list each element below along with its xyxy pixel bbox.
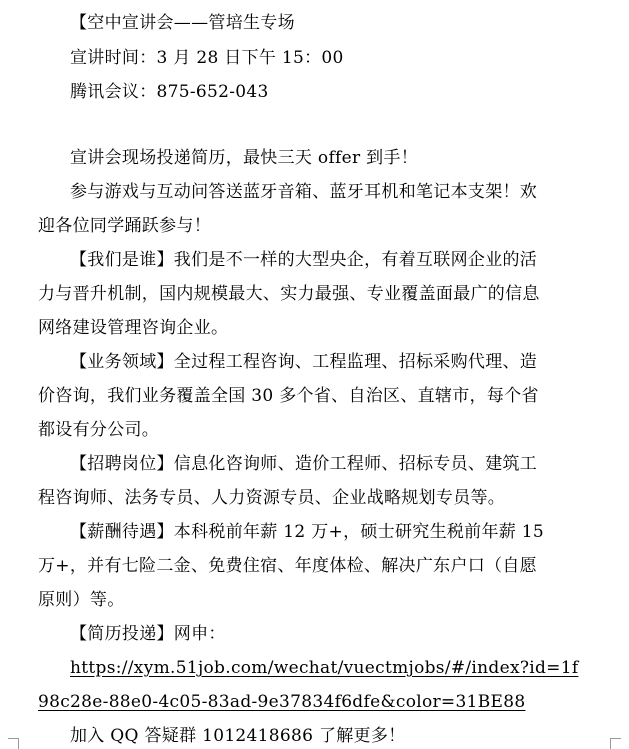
who-paragraph-line-2: 力与晋升机制，国内规模最大、实力最强、专业覆盖面最广的信息 bbox=[38, 284, 540, 304]
games-paragraph-line-1: 参与游戏与互动问答送蓝牙音箱、蓝牙耳机和笔记本支架！欢 bbox=[70, 182, 538, 202]
jobs-paragraph-line-1: 【招聘岗位】信息化咨询师、造价工程师、招标专员、建筑工 bbox=[70, 454, 538, 474]
games-paragraph-line-2: 迎各位同学踊跃参与！ bbox=[38, 216, 211, 236]
salary-paragraph-line-2: 万+，并有七险二金、免费住宿、年度体检、解决广东户口（自愿 bbox=[38, 556, 537, 576]
who-paragraph-line-3: 网络建设管理咨询企业。 bbox=[38, 318, 229, 338]
business-paragraph-line-2: 价咨询，我们业务覆盖全国 30 多个省、自治区、直辖市，每个省 bbox=[38, 386, 539, 406]
business-paragraph-line-3: 都设有分公司。 bbox=[38, 420, 160, 440]
page-corner-mark-left bbox=[8, 738, 19, 749]
business-paragraph-line-1: 【业务领域】全过程工程咨询、工程监理、招标采购代理、造 bbox=[70, 352, 538, 372]
meeting-id: 腾讯会议：875-652-043 bbox=[70, 82, 269, 102]
salary-paragraph-line-3: 原则）等。 bbox=[38, 590, 125, 610]
event-time: 宣讲时间：3 月 28 日下午 15：00 bbox=[70, 48, 344, 68]
who-paragraph-line-1: 【我们是谁】我们是不一样的大型央企，有着互联网企业的活 bbox=[70, 250, 538, 270]
jobs-paragraph-line-2: 程咨询师、法务专员、人力资源专员、企业战略规划专员等。 bbox=[38, 488, 506, 508]
offer-note: 宣讲会现场投递简历，最快三天 offer 到手！ bbox=[70, 148, 419, 168]
apply-link-line-2[interactable]: 98c28e-88e0-4c05-83ad-9e37834f6dfe&color=31BE88 bbox=[38, 692, 526, 712]
qq-group-note: 加入 QQ 答疑群 1012418686 了解更多！ bbox=[70, 726, 406, 746]
event-title: 【空中宣讲会——管培生专场 bbox=[70, 13, 295, 33]
page-corner-mark-right bbox=[610, 738, 621, 749]
apply-link-line-1[interactable]: https://xym.51job.com/wechat/vuectmjobs/#/index?id=1f bbox=[70, 658, 579, 678]
resume-heading: 【简历投递】网申： bbox=[70, 624, 226, 644]
salary-paragraph-line-1: 【薪酬待遇】本科税前年薪 12 万+，硕士研究生税前年薪 15 bbox=[70, 522, 545, 542]
